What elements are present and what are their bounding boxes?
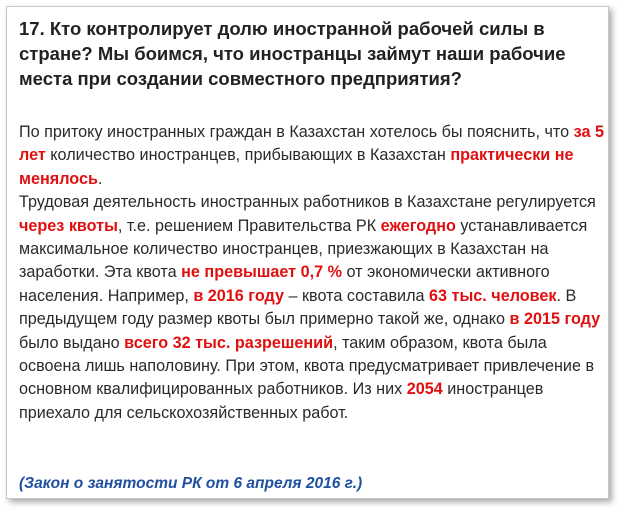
highlight-text: практически не менялось (19, 146, 574, 188)
highlight-text: всего 32 тыс. разрешений (124, 333, 334, 352)
answer-text: . В предыдущем году размер квоты был примерно такой же, однако (19, 286, 577, 329)
source-citation: (Закон о занятости РК от 6 апреля 2016 г.) (19, 475, 363, 492)
info-card (6, 6, 609, 499)
answer-paragraph-2 (19, 191, 604, 425)
highlight-text: через квоты (19, 216, 118, 235)
highlight-text: в 2016 году (193, 286, 284, 305)
question-number: 17. (19, 18, 45, 39)
answer-body (19, 121, 604, 425)
answer-text: иностранцев приехало для сельскохозяйственных работ. (19, 380, 544, 422)
answer-paragraph-1 (19, 121, 604, 191)
answer-text: Трудовая деятельность иностранных работников в Казахстане регулируется (19, 193, 596, 212)
highlight-text: не превышает 0,7 % (181, 263, 342, 282)
answer-text: , т.е. решением Правительства РК (117, 216, 381, 235)
answer-text: , таким образом, квота была освоена лишь наполовину. При этом, квота предусматривает привлечение в основном квалифицированных работников. Из них (19, 333, 595, 399)
highlight-text: ежегодно (380, 216, 456, 235)
question-heading (19, 16, 599, 91)
highlight-text: в 2015 году (509, 310, 601, 329)
highlight-text: за 5 лет (19, 123, 604, 165)
answer-text: от экономически активного населения. Например, (19, 263, 550, 305)
answer-text: . (97, 169, 103, 188)
question-text: Кто контролирует долю иностранной рабочей силы в стране? Мы боимся, что иностранцы займут наши рабочие места при создании совместного предприятия? (19, 18, 566, 89)
answer-text: устанавливается максимальное количество иностранцев, приезжающих в Казахстан на заработки. Эта квота (19, 216, 588, 282)
answer-text: было выдано (19, 333, 125, 352)
highlight-text: 63 тыс. человек (429, 286, 557, 305)
answer-text: – квота составила (283, 286, 430, 305)
answer-text: количество иностранцев, прибывающих в Казахстан (45, 146, 451, 165)
answer-text: По притоку иностранных граждан в Казахстан хотелось бы пояснить, что (19, 123, 574, 141)
highlight-text: 2054 (406, 380, 443, 399)
